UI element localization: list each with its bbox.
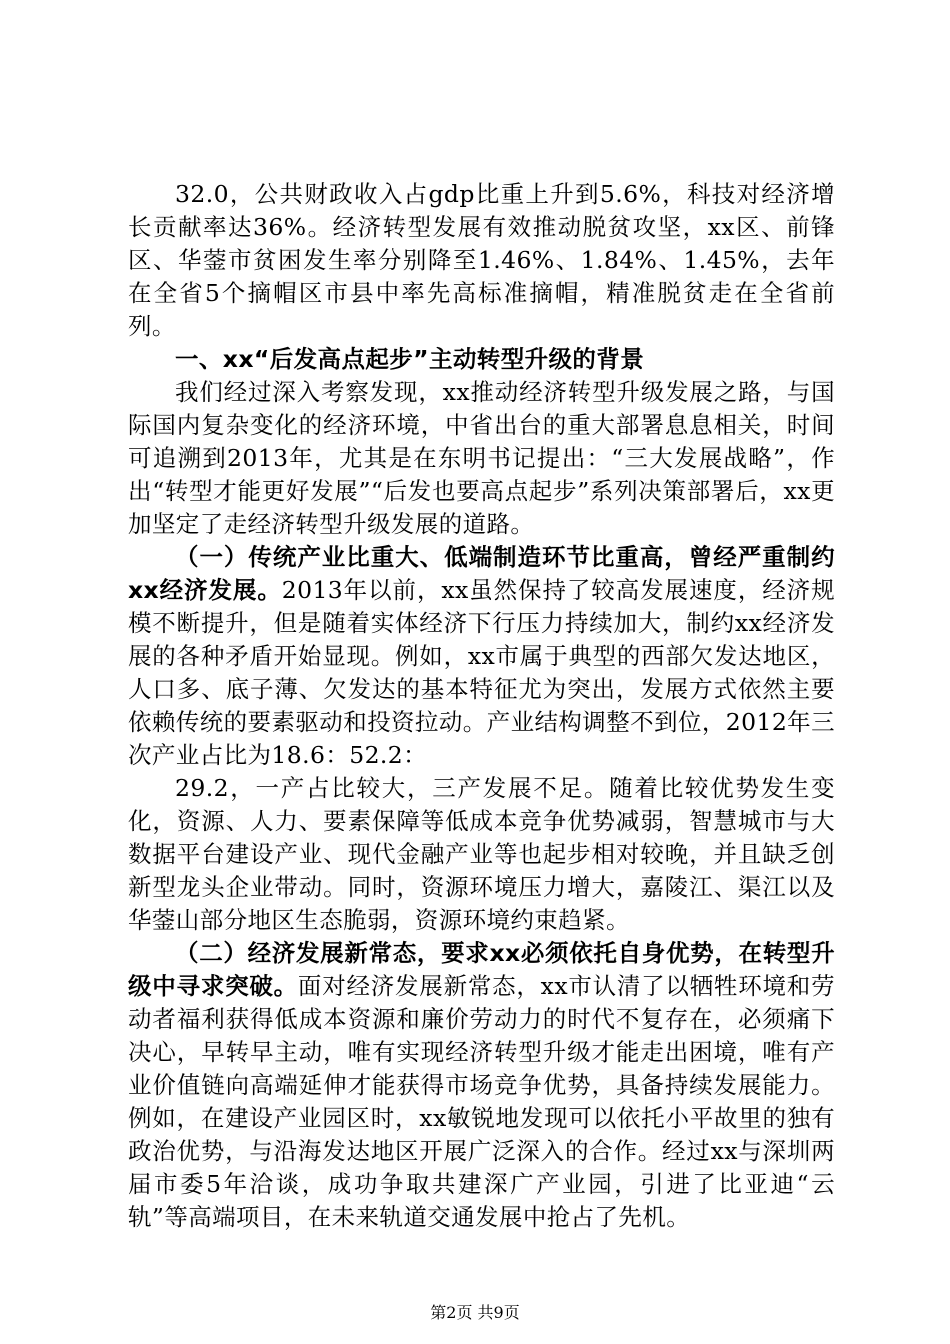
paragraph-text: 面对经济发展新常态，xx市认清了以牺牲环境和劳动者福利获得低成本资源和廉价劳动力的时代不复存在，必须痛下决心，早转早主动，唯有实现经济转型升级才能走出困境，唯有产业价值链向高端延伸才能获得市场竞争优势，具备持续发展能力。例如，在建设产业园区时，xx敏锐地发现可以依托小平故里的独有政治优势，与沿海发达地区开展广泛深入的合作。经过xx与深圳两届市委5年洽谈，成功争取共建深广产业园，引进了比亚迪“云轨”等高端项目，在未来轨道交通发展中抢占了先机。 bbox=[128, 972, 835, 1231]
paragraph-2 bbox=[128, 376, 835, 541]
section-heading: 一、xx“后发高点起步”主动转型升级的背景 bbox=[175, 345, 645, 373]
page-footer: 第2页 共9页 bbox=[430, 1303, 520, 1322]
paragraph-text: 29.2，一产占比较大，三产发展不足。随着比较优势发生变化，资源、人力、要素保障等低成本竞争优势减弱，智慧城市与大数据平台建设产业、现代金融产业等也起步相对较晚，并且缺乏创新型龙头企业带动。同时，资源环境压力增大，嘉陵江、渠江以及华蓥山部分地区生态脆弱，资源环境约束趋紧。 bbox=[128, 774, 835, 934]
subheading-1: （一）传统产业比重大、低端制造环节比重高，曾经严重制约xx经济发展。 bbox=[128, 543, 835, 604]
paragraph-4 bbox=[128, 772, 835, 937]
document-body bbox=[128, 178, 835, 1234]
paragraph-1 bbox=[128, 178, 835, 343]
paragraph-text: 2013年以前，xx虽然保持了较高发展速度，经济规模不断提升，但是随着实体经济下行压力持续加大，制约xx经济发展的各种矛盾开始显现。例如，xx市属于典型的西部欠发达地区，人口多、底子薄、欠发达的基本特征尤为突出，发展方式依然主要依赖传统的要素驱动和投资拉动。产业结构调整不到位，2012年三次产业占比为18.6：52.2： bbox=[128, 576, 835, 769]
paragraph-3 bbox=[128, 541, 835, 772]
subheading-2: （二）经济发展新常态，要求xx必须依托自身优势，在转型升级中寻求突破。 bbox=[128, 939, 835, 1000]
paragraph-text: 32.0，公共财政收入占gdp比重上升到5.6%，科技对经济增长贡献率达36%。经济转型发展有效推动脱贫攻坚，xx区、前锋区、华蓥市贫困发生率分别降至1.46%、1.84%、1.45%，去年在全省5个摘帽区市县中率先高标准摘帽，精准脱贫走在全省前列。 bbox=[128, 180, 835, 340]
paragraph-5 bbox=[128, 937, 835, 1234]
paragraph-text: 我们经过深入考察发现，xx推动经济转型升级发展之路，与国际国内复杂变化的经济环境，中省出台的重大部署息息相关，时间可追溯到2013年，尤其是在东明书记提出：“三大发展战略”，作出“转型才能更好发展”“后发也要高点起步”系列决策部署后，xx更加坚定了走经济转型升级发展的道路。 bbox=[128, 378, 835, 538]
